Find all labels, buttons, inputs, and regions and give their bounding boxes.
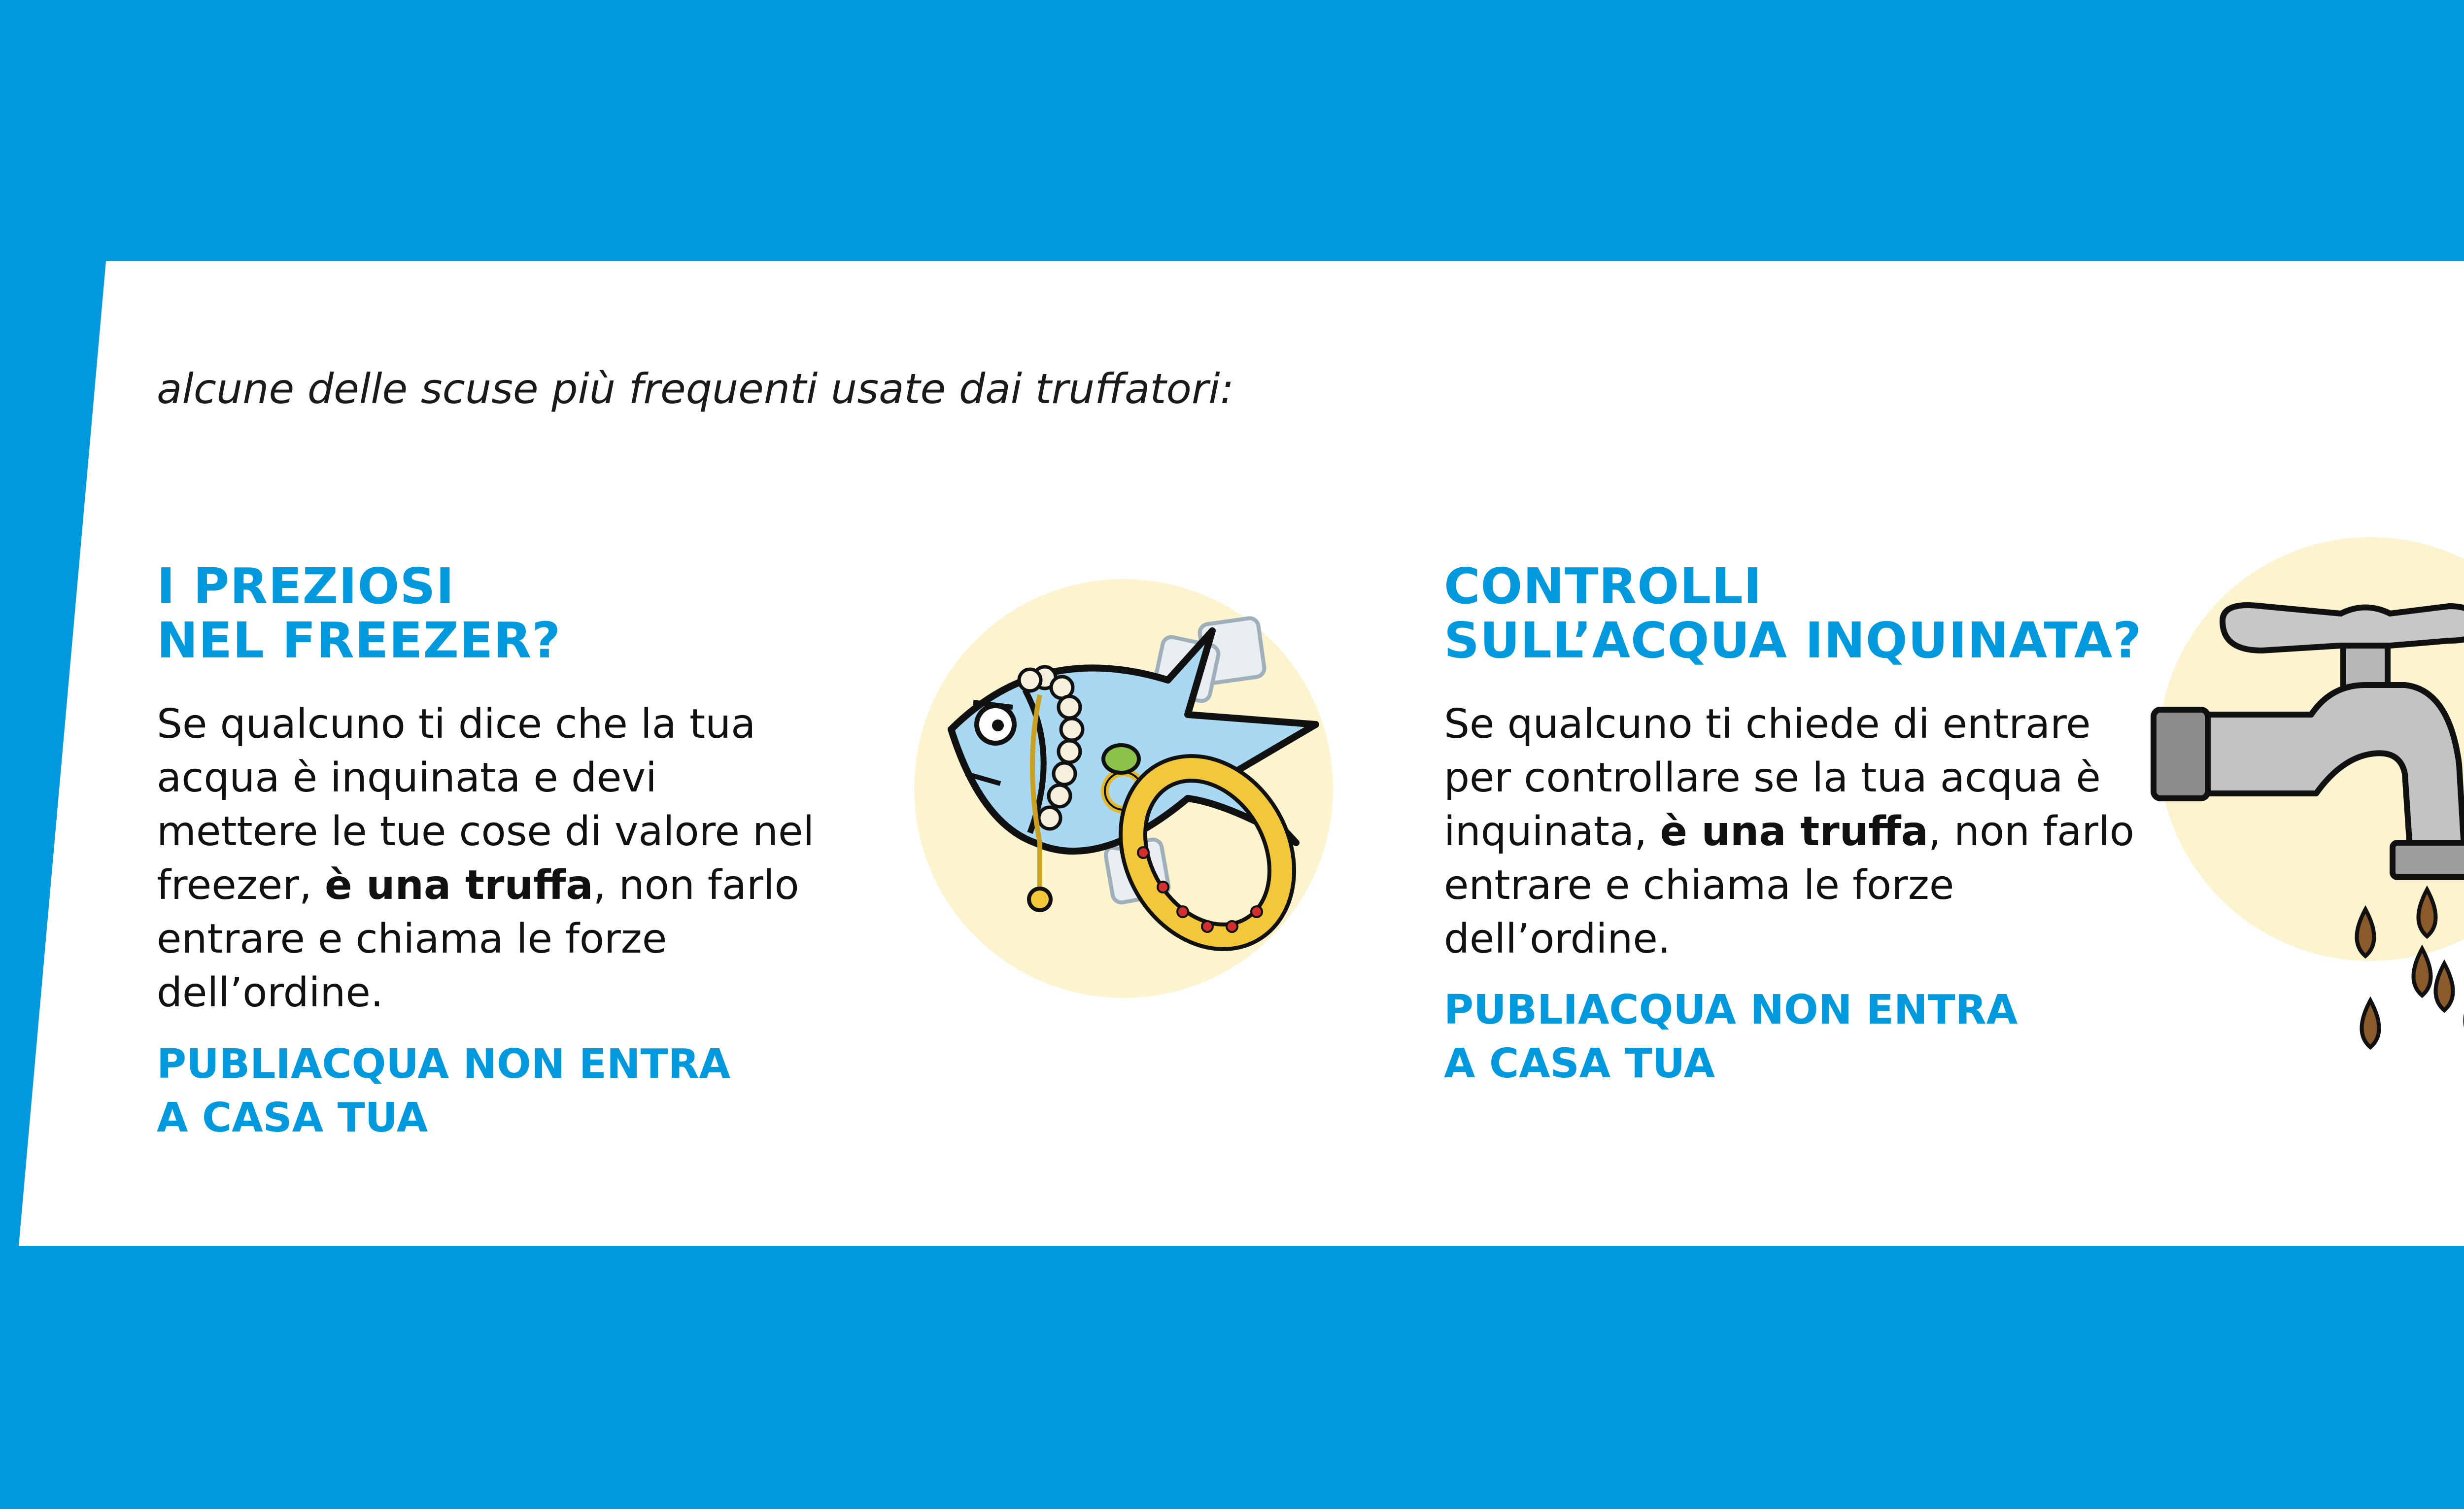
body-line: inquinata, è una truffa, non farlo xyxy=(1444,808,2134,855)
body-line: freezer, è una truffa, non farlo xyxy=(157,862,799,909)
cta-line-1: PUBLIACQUA NON ENTRA xyxy=(1444,987,2018,1033)
right-heading-line-2: SULL’ACQUA INQUINATA? xyxy=(1444,612,2142,669)
cta-line-1: PUBLIACQUA NON ENTRA xyxy=(157,1041,731,1088)
scam-emphasis: è una truffa xyxy=(325,862,593,909)
dripping-faucet-icon xyxy=(2134,527,2464,1094)
scam-emphasis: è una truffa xyxy=(1660,808,1928,855)
body-line: Se qualcuno ti chiede di entrare xyxy=(1444,701,2091,748)
left-heading-line-2: NEL FREEZER? xyxy=(157,612,561,669)
body-line: entrare e chiama le forze xyxy=(1444,862,1954,909)
right-cta xyxy=(1444,983,2018,1091)
left-heading-line-1: I PREZIOSI xyxy=(157,557,455,615)
body-line: acqua è inquinata e devi xyxy=(157,754,657,801)
body-line: entrare e chiama le forze xyxy=(157,916,667,962)
right-heading xyxy=(1444,559,2142,668)
left-body-text xyxy=(157,697,814,1020)
body-line: dell’ordine. xyxy=(157,969,383,1016)
right-body-text xyxy=(1444,697,2134,966)
body-line: Se qualcuno ti dice che la tua xyxy=(157,701,756,748)
body-line: per controllare se la tua acqua è xyxy=(1444,754,2101,801)
body-line: dell’ordine. xyxy=(1444,916,1671,962)
body-line: mettere le tue cose di valore nel xyxy=(157,808,815,855)
left-cta xyxy=(157,1037,730,1145)
cta-line-2: A CASA TUA xyxy=(157,1095,428,1141)
intro-text: alcune delle scuse più frequenti usate dai truffatori: xyxy=(157,365,1234,413)
cta-line-2: A CASA TUA xyxy=(1444,1040,1715,1087)
left-heading xyxy=(157,559,561,668)
fish-with-jewelry-icon xyxy=(912,567,1355,1010)
right-heading-line-1: CONTROLLI xyxy=(1444,557,1762,615)
